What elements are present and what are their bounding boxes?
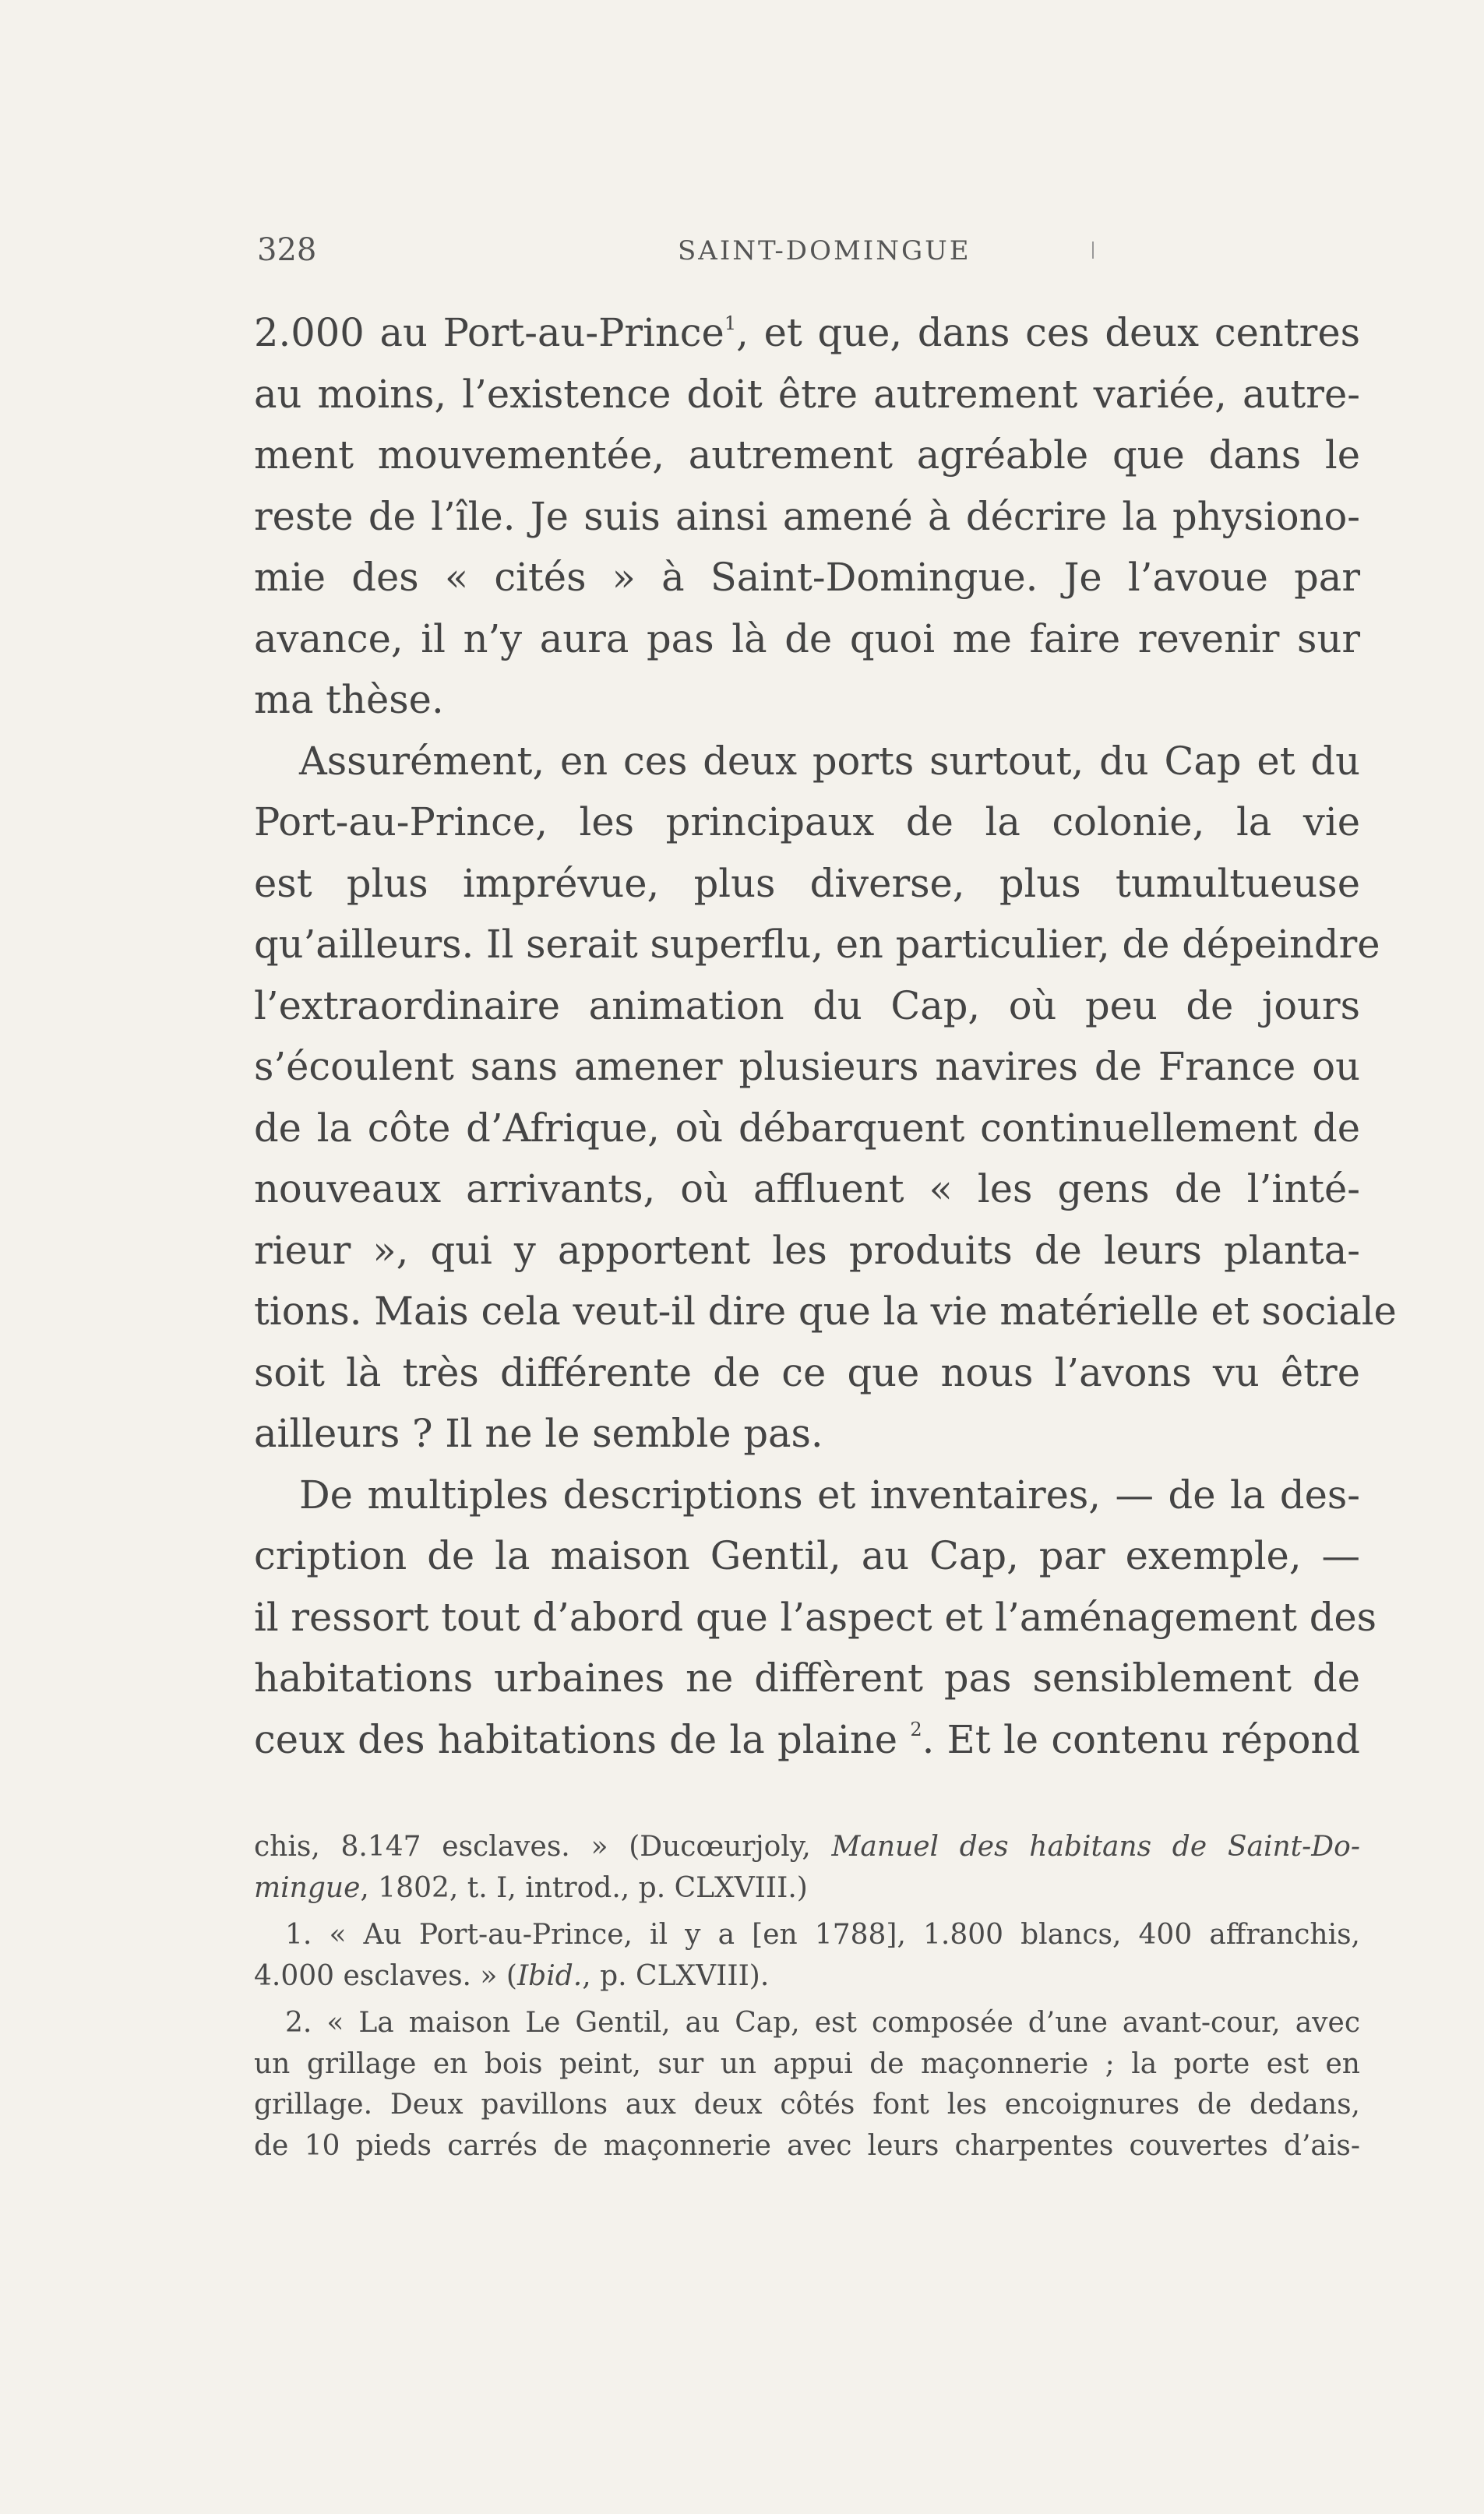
body-line: Port-au-Prince, les principaux de la colonie, la vie [254,799,1360,844]
body-line: 2.000 au Port-au-Prince$^1$, et que, dans ces deux centres [254,310,1361,355]
body-line: de la côte d’Afrique, où débarquent continuellement de [254,1105,1360,1151]
paragraph-start: De multiples descriptions et inventaires, — de la des- [299,1472,1360,1518]
cited-title: Manuel des habitans de Saint-Do- [831,1831,1361,1863]
body-line: il ressort tout d’abord que l’aspect et l’aménagement des [254,1594,1377,1640]
body-line: soit là très différente de ce que nous l’avons vu être [254,1349,1360,1395]
footnote-2: 2. « La maison Le Gentil, au Cap, est composée d’une avant-cour, avec [285,2007,1360,2039]
body-line: habitations urbaines ne diffèrent pas sensiblement de [254,1655,1360,1701]
body-line: tions. Mais cela veut-il dire que la vie matérielle et sociale [254,1289,1397,1334]
footnote-line: chis, 8.147 esclaves. » (Ducœurjoly, Manuel des habitans de Saint-Do- [254,1831,1361,1863]
body-line: rieur », qui y apportent les produits de leurs planta- [254,1227,1360,1273]
footnote-line: de 10 pieds carrés de maçonnerie avec leurs charpentes couvertes d’ais- [254,2129,1360,2162]
body-line: l’extraordinaire animation du Cap, où peu de jours [254,982,1360,1028]
body-line: ceux des habitations de la plaine $^2$. Et le contenu répond [254,1716,1360,1762]
footnote-1: 1. « Au Port-au-Prince, il y a [en 1788], 1.800 blancs, 400 affranchis, [285,1919,1360,1951]
cited-title: mingue [254,1871,361,1904]
footnote-line: 4.000 esclaves. » (Ibid., p. CLXVIII). [254,1959,770,1992]
footnotes [254,1827,1360,2167]
body-line: ma thèse. [254,677,444,722]
body-line: reste de l’île. Je suis ainsi amené à décrire la physiono- [254,493,1360,539]
body-line: s’écoulent sans amener plusieurs navires de France ou [254,1044,1360,1089]
running-head [257,232,1348,279]
footnote-line: un grillage en bois peint, sur un appui de maçonnerie ; la porte est en [254,2047,1360,2080]
page-number: 328 [257,232,317,268]
body-line: avance, il n’y aura pas là de quoi me faire revenir sur [254,615,1360,661]
body-line: mie des « cités » à Saint-Domingue. Je l’avoue par [254,555,1360,600]
paragraph-start: Assurément, en ces deux ports surtout, du Cap et du [299,738,1360,784]
print-mark [1092,242,1094,259]
footnote-line: mingue, 1802, t. I, introd., p. CLXVIII.) [254,1871,808,1904]
body-line: nouveaux arrivants, où affluent « les gens de l’inté- [254,1166,1360,1211]
body-line: cription de la maison Gentil, au Cap, par exemple, — [254,1533,1360,1578]
body-line: au moins, l’existence doit être autrement variée, autre- [254,371,1360,417]
note-ref: 2 [910,1719,922,1740]
running-title: SAINT-DOMINGUE [678,235,971,266]
body-line: ment mouvementée, autrement agréable que dans le [254,432,1360,478]
body-line: ailleurs ? Il ne le semble pas. [254,1411,823,1456]
note-ref: 1 [724,312,737,334]
ibid-ref: Ibid. [516,1959,583,1992]
footnote-line: grillage. Deux pavillons aux deux côtés font les encoignures de dedans, [254,2089,1360,2121]
body-line: est plus imprévue, plus diverse, plus tumultueuse [254,860,1360,906]
body-line: qu’ailleurs. Il serait superflu, en particulier, de dépeindre [254,922,1380,967]
body-text [254,302,1397,1770]
